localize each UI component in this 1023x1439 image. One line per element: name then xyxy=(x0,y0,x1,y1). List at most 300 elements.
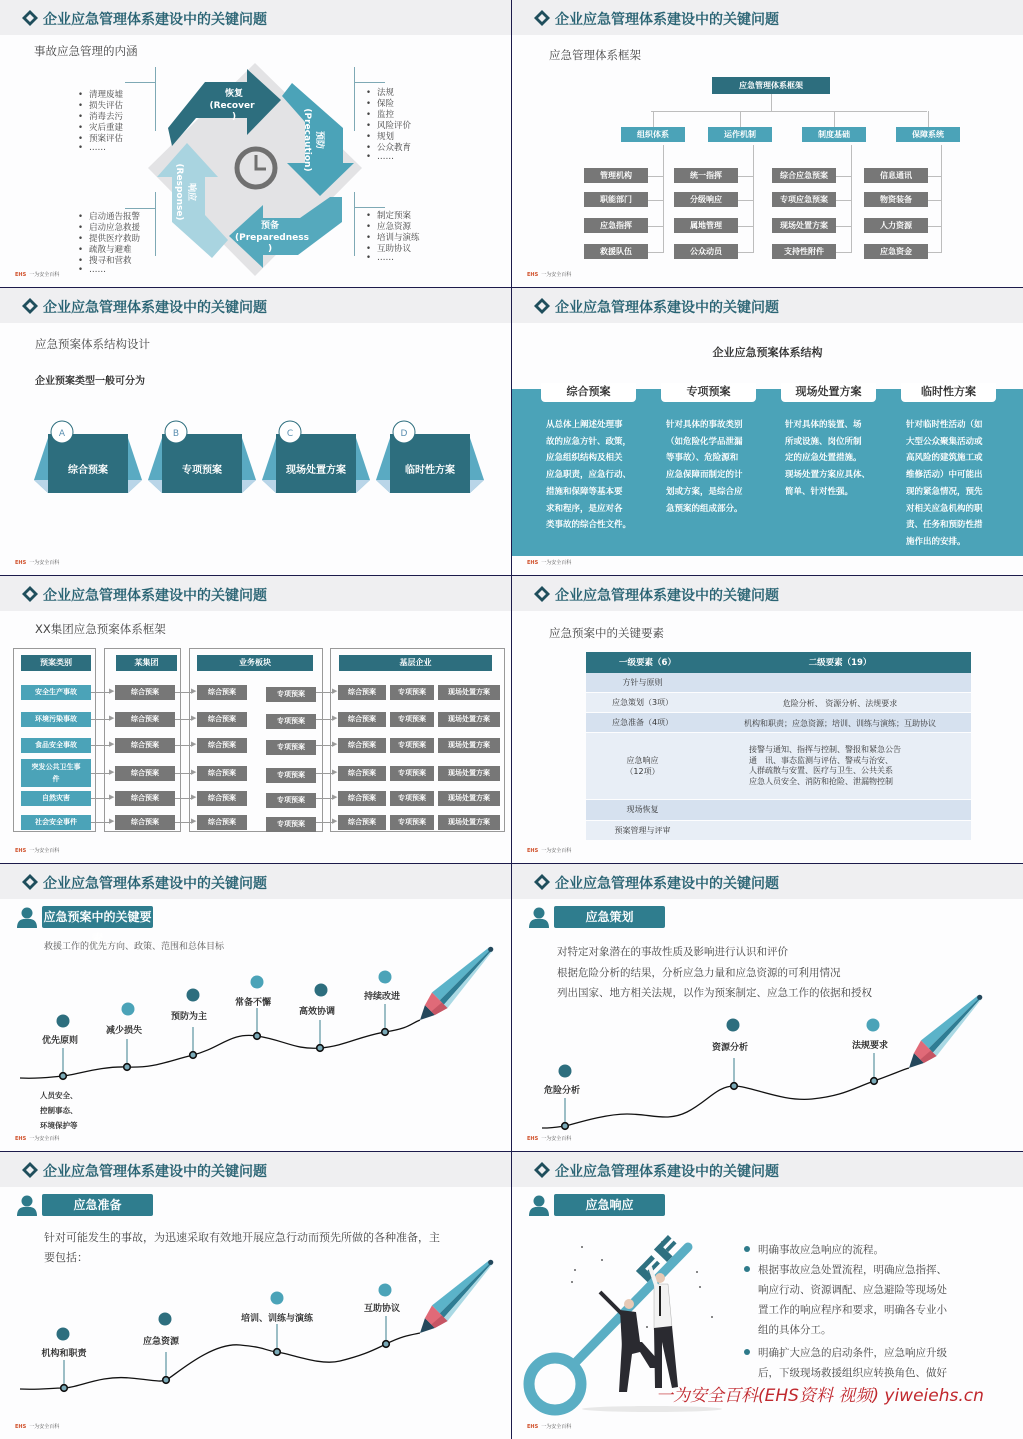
framework-header: 业务板块 xyxy=(197,655,313,671)
connector-line xyxy=(928,200,941,201)
arrow-head-icon: ▶ xyxy=(191,817,197,825)
preparation-description: 要包括： xyxy=(44,1251,88,1264)
org-item-box: 属地管理 xyxy=(674,218,738,233)
response-list-text: 启动通告报警 xyxy=(89,212,141,222)
category-box: 社会安全事件 xyxy=(21,815,91,830)
enterprise-plan-box: 现场处置方案 xyxy=(438,685,500,700)
preparedness-list-item xyxy=(366,253,394,263)
bracket-line xyxy=(125,82,155,83)
footer-logo-mark: EHS xyxy=(15,1424,27,1430)
diamond-icon xyxy=(22,586,38,606)
preparedness-list-text: 应急资源 xyxy=(377,222,412,232)
arrow-head-icon: ▶ xyxy=(332,768,338,776)
arrow-head-icon: ▶ xyxy=(332,817,338,825)
slide-1 xyxy=(0,0,511,287)
response-list-text: …… xyxy=(89,265,107,275)
man-arm xyxy=(600,1292,622,1314)
preparedness-label: 预备 xyxy=(260,221,280,231)
plan-type-tab: 综合预案 xyxy=(541,383,636,402)
enterprise-plan-box: 现场处置方案 xyxy=(438,766,500,781)
slide-7 xyxy=(0,864,511,1151)
group-plan-box: 综合预案 xyxy=(115,738,175,753)
enterprise-plan-box: 综合预案 xyxy=(338,766,386,781)
arrow-head-icon: ▶ xyxy=(191,740,197,748)
card-label: 综合预案 xyxy=(68,465,108,476)
footer-logo-name: 一为安全百科 xyxy=(29,272,60,278)
slide-10 xyxy=(512,1152,1023,1439)
planning-description: 列出国家、地方相关法规，以作为预案制定、应急工作的依据和授权 xyxy=(557,987,872,999)
footer-logo-name: 一为安全百科 xyxy=(541,1424,572,1430)
bullet-icon: • xyxy=(366,121,372,131)
pencil-body-top xyxy=(432,942,491,1001)
connector-line xyxy=(928,111,929,127)
enterprise-plan-box: 专项预案 xyxy=(390,766,434,781)
framework-header: 预案类别 xyxy=(21,655,91,671)
bullet-icon: • xyxy=(366,253,372,263)
org-item-box: 物资装备 xyxy=(864,192,928,207)
org-item-box: 应急资金 xyxy=(864,244,928,259)
bullet-icon: • xyxy=(366,152,372,162)
level1-element: 现场恢复 xyxy=(626,805,659,814)
milestone-label: 预防为主 xyxy=(170,1012,208,1022)
milestone-label: 法规要求 xyxy=(851,1041,889,1051)
card-fold xyxy=(376,480,390,493)
sector-plan-box: 专项预案 xyxy=(266,768,316,783)
bullet-dot-icon xyxy=(744,1266,750,1272)
key-ring xyxy=(529,1358,581,1410)
plan-type-description: 针对临时性活动（如 xyxy=(906,420,983,430)
level2-element: 机构和职责；应急资源；培训、训练与演练；互助协议 xyxy=(744,719,936,728)
recover-list-text: 消毒去污 xyxy=(89,112,124,122)
sector-plan-box: 专项预案 xyxy=(266,714,316,729)
slide-subtitle: XX集团应急预案体系框架 xyxy=(35,622,166,636)
milestone-label: 高效协调 xyxy=(298,1007,336,1017)
speck-dot xyxy=(699,1286,701,1288)
plan-type-description: 应急职责，应急行动、 xyxy=(546,470,632,481)
section-label: 应急准备 xyxy=(42,1194,153,1216)
connector-line xyxy=(738,200,753,201)
slide-title: 企业应急管理体系建设中的关键问题 xyxy=(43,588,267,604)
milestone-dot xyxy=(187,989,200,1002)
org-item-box: 专项应急预案 xyxy=(772,192,836,207)
pencil-icon xyxy=(412,1253,500,1341)
bullet-dot-icon xyxy=(744,1349,750,1355)
group-plan-box: 综合预案 xyxy=(115,815,175,830)
speck-dot xyxy=(574,1269,576,1271)
enterprise-plan-box: 现场处置方案 xyxy=(438,712,500,727)
slide-header xyxy=(512,576,1023,611)
enterprise-plan-box: 综合预案 xyxy=(338,738,386,753)
plan-type-description: 对相关应急机构的职 xyxy=(906,503,983,514)
bullet-icon: • xyxy=(78,123,84,133)
milestone-dot xyxy=(379,971,392,984)
footer-logo-mark: EHS xyxy=(527,1136,539,1142)
card-label: 专项预案 xyxy=(182,465,222,476)
response-point: 响应行动、资源调配、应急避险等现场处 xyxy=(758,1284,947,1296)
bullet-icon: • xyxy=(366,222,372,232)
bracket-line xyxy=(155,192,156,256)
milestone-label: 资源分析 xyxy=(711,1043,749,1053)
plan-type-description: 类事故的综合性文件。 xyxy=(546,520,632,531)
plan-type-description: 现场处置方案应具体、 xyxy=(785,470,871,481)
slide-2 xyxy=(512,0,1023,287)
org-item-box: 信息通讯 xyxy=(864,168,928,183)
section-label: 应急预案中的关键要素 xyxy=(42,906,153,928)
bullet-icon: • xyxy=(78,245,84,255)
milestone-dot xyxy=(251,976,264,989)
speck-dot xyxy=(646,1326,648,1328)
plan-type-description: 等事故）、危险源和 xyxy=(666,453,739,464)
response-label-en: (Response) xyxy=(174,163,184,221)
connector-line xyxy=(851,145,852,253)
pencil-body-top xyxy=(921,990,980,1049)
milestone-node xyxy=(190,1052,197,1059)
principle-note: 人员安全、 xyxy=(40,1091,78,1100)
pencil-icon xyxy=(901,988,989,1076)
org-group-box: 组织体系 xyxy=(621,127,685,142)
response-point: 明确扩大应急的启动条件，应急响应升级 xyxy=(758,1347,947,1359)
recover-label: 恢复 xyxy=(224,89,244,99)
principle-note: 环境保护等 xyxy=(40,1121,78,1130)
footer-logo-mark: EHS xyxy=(15,1136,27,1142)
category-box: 突发公共卫生事件 xyxy=(21,759,91,787)
connector-line xyxy=(648,200,663,201)
arrow-head-icon: ▶ xyxy=(332,687,338,695)
preparedness-list-text: 制定预案 xyxy=(377,211,412,221)
milestone-node xyxy=(274,1349,281,1356)
connector-line xyxy=(771,94,772,111)
ground-shadow xyxy=(582,1406,722,1412)
connector-line xyxy=(836,176,851,177)
recover-label-en: (Recover xyxy=(209,101,255,111)
category-box: 食品安全事故 xyxy=(21,738,91,753)
org-item-box: 救援队伍 xyxy=(584,244,648,259)
group-plan-box: 综合预案 xyxy=(115,791,175,806)
header-level1: 一级要素（6） xyxy=(619,658,676,668)
preparedness-list-text: 互助协议 xyxy=(377,244,412,254)
enterprise-plan-box: 专项预案 xyxy=(390,791,434,806)
precaution-label: 预防 xyxy=(314,130,324,150)
flow-arrow-line xyxy=(91,773,111,774)
response-point: 根据事故应急处置流程，明确应急指挥、 xyxy=(758,1264,947,1276)
bullet-icon: • xyxy=(366,233,372,243)
recover-list-item xyxy=(78,143,106,153)
bullet-icon: • xyxy=(366,211,372,221)
response-point: 后，下级现场救援组织应转换角色、做好 xyxy=(758,1367,947,1379)
speck-dot xyxy=(571,1281,573,1283)
slide-subtitle: 救援工作的优先方向、政策、范围和总体目标 xyxy=(44,942,225,952)
milestone-label: 危险分析 xyxy=(543,1086,581,1096)
precaution-list-text: 保险 xyxy=(377,99,395,109)
footer-logo-mark: EHS xyxy=(527,272,539,278)
sector-plan-box: 综合预案 xyxy=(197,815,247,830)
connector-line xyxy=(836,200,851,201)
bracket-line xyxy=(155,67,156,131)
preparedness-label-en: (Preparedness xyxy=(235,233,309,243)
slide-subtitle: 应急预案体系结构设计 xyxy=(35,337,150,351)
sector-plan-box: 综合预案 xyxy=(197,738,247,753)
timeline-chart xyxy=(0,1152,511,1439)
response-point: 组的具体分工。 xyxy=(758,1324,832,1336)
connector-line xyxy=(648,176,663,177)
card-fold xyxy=(262,480,276,493)
milestone-node xyxy=(61,1385,68,1392)
precaution-list-text: 法规 xyxy=(377,88,395,98)
bracket-line xyxy=(354,192,355,256)
card-fold xyxy=(34,480,48,493)
slide-subtitle: 应急管理体系框架 xyxy=(549,48,641,62)
sector-plan-box: 专项预案 xyxy=(266,817,316,832)
connector-line xyxy=(836,226,851,227)
org-item-box: 人力资源 xyxy=(864,218,928,233)
response-list-text: 启动应急救援 xyxy=(89,223,141,233)
footer-logo-name: 一为安全百科 xyxy=(29,1136,60,1142)
milestone-dot xyxy=(867,1019,880,1032)
slide-header xyxy=(0,576,511,611)
milestone-dot xyxy=(122,1003,135,1016)
plan-type-description: 措施和保障等基本要 xyxy=(546,486,623,497)
timeline-curve xyxy=(542,1068,909,1128)
footer-logo-name: 一为安全百科 xyxy=(29,560,60,566)
arrow-head-icon: ▶ xyxy=(332,714,338,722)
response-label: 响应 xyxy=(186,182,196,202)
milestone-label: 应急资源 xyxy=(142,1337,180,1347)
connector-line xyxy=(738,176,753,177)
sector-plan-box: 综合预案 xyxy=(197,685,247,700)
category-box: 自然灾害 xyxy=(21,791,91,806)
structure-title: 企业应急预案体系结构 xyxy=(712,346,823,359)
milestone-dot xyxy=(57,1328,70,1341)
milestone-dot xyxy=(271,1292,284,1305)
plan-type-description: 定的应急处置措施。 xyxy=(785,453,862,464)
group-plan-box: 综合预案 xyxy=(115,712,175,727)
enterprise-plan-box: 专项预案 xyxy=(390,738,434,753)
slide-title: 企业应急管理体系建设中的关键问题 xyxy=(43,300,267,316)
slide-title: 企业应急管理体系建设中的关键问题 xyxy=(43,876,267,892)
enterprise-plan-box: 专项预案 xyxy=(390,712,434,727)
slide-title: 企业应急管理体系建设中的关键问题 xyxy=(555,1164,779,1180)
milestone-dot xyxy=(315,984,328,997)
man-legs xyxy=(619,1342,658,1392)
card-letter: C xyxy=(286,429,294,439)
slide-title: 企业应急管理体系建设中的关键问题 xyxy=(555,588,779,604)
principle-note: 控制事态、 xyxy=(40,1106,78,1115)
level1-element: （12项） xyxy=(625,766,660,776)
flow-arrow-line xyxy=(91,798,111,799)
recover-list-text: 预案评估 xyxy=(89,134,124,144)
footer-logo-mark: EHS xyxy=(15,560,27,566)
bracket-line xyxy=(354,67,355,131)
footer-logo-mark: EHS xyxy=(15,272,27,278)
org-item-box: 公众动员 xyxy=(674,244,738,259)
planning-description: 对特定对象潜在的事故性质及影响进行认识和评价 xyxy=(557,946,788,958)
diamond-icon xyxy=(534,298,550,318)
recover-list-text: 灾后重建 xyxy=(89,123,124,133)
slide-title: 企业应急管理体系建设中的关键问题 xyxy=(555,12,779,28)
slide-header xyxy=(512,0,1023,35)
plan-type-description: 急预案的组成部分。 xyxy=(666,503,743,514)
response-point: 明确事故应急响应的流程。 xyxy=(758,1244,884,1256)
card-fold xyxy=(470,480,484,493)
slide-title: 企业应急管理体系建设中的关键问题 xyxy=(43,1164,267,1180)
plan-type-description: 从总体上阐述处理事 xyxy=(546,420,623,430)
category-box: 安全生产事故 xyxy=(21,685,91,700)
card-fold xyxy=(356,480,370,493)
card-letter: B xyxy=(172,429,180,439)
precaution-list-text: 公众教育 xyxy=(377,143,412,153)
level1-element: 应急响应 xyxy=(626,755,659,765)
card-letter: A xyxy=(58,429,66,439)
slide-header xyxy=(512,288,1023,323)
arrow-head-icon: ▶ xyxy=(109,817,115,825)
org-item-box: 职能部门 xyxy=(584,192,648,207)
sector-plan-box: 综合预案 xyxy=(197,712,247,727)
section-label: 应急响应 xyxy=(554,1194,665,1216)
plan-type-description: 应急保障而制定的计 xyxy=(666,470,743,481)
slide-subtitle: 应急预案中的关键要素 xyxy=(549,626,664,640)
plan-type-description: 划或方案，是综合应 xyxy=(666,486,743,497)
org-item-box: 管理机构 xyxy=(584,168,648,183)
bullet-icon: • xyxy=(366,143,372,153)
plan-type-description: 简单、针对性强。 xyxy=(785,486,854,497)
milestone-label: 减少损失 xyxy=(105,1026,143,1036)
level2-element: 应急人员安全、消防和抢险、泄漏物控制 xyxy=(749,777,893,787)
speck-dot xyxy=(581,1246,583,1248)
response-list-text: 疏散与避难 xyxy=(89,245,132,255)
arrow-head-icon: ▶ xyxy=(191,714,197,722)
milestone-node xyxy=(163,1377,170,1384)
footer-logo-mark: EHS xyxy=(527,560,539,566)
milestone-node xyxy=(124,1064,131,1071)
diamond-icon xyxy=(534,586,550,606)
flow-arrow-line xyxy=(91,822,111,823)
plan-type-description: 现的紧急情况，预先 xyxy=(906,486,983,497)
response-point: 置工作的响应程序和要求，明确各专业小 xyxy=(758,1304,947,1316)
plan-type-tab: 现场处置方案 xyxy=(781,383,876,402)
emergency-cycle-diagram xyxy=(0,0,511,287)
milestone-node xyxy=(731,1083,738,1090)
plan-type-tab: 专项预案 xyxy=(661,383,756,402)
connector-line xyxy=(651,111,927,112)
plan-type-description: 故的应急方针、政策， xyxy=(546,436,632,447)
pencil-body-top xyxy=(432,1255,491,1314)
slide-title: 企业应急管理体系建设中的关键问题 xyxy=(43,12,267,28)
milestone-label: 常备不懈 xyxy=(234,998,272,1008)
enterprise-plan-box: 综合预案 xyxy=(338,815,386,830)
level2-element: 人群疏散与安置、医疗与卫生、公共关系 xyxy=(749,766,893,776)
footer-logo-mark: EHS xyxy=(15,848,27,854)
sector-plan-box: 综合预案 xyxy=(197,791,247,806)
header-level2: 二级要素（19） xyxy=(808,658,872,668)
footer-logo xyxy=(15,847,59,854)
org-group-box: 制度基础 xyxy=(802,127,866,142)
recover-list-text: 损失评估 xyxy=(89,101,124,111)
arrow-head-icon: ▶ xyxy=(332,793,338,801)
arrow-head-icon: ▶ xyxy=(109,714,115,722)
plan-type-description: 求和程序，是应对各 xyxy=(546,503,623,514)
precaution-list-text: 规划 xyxy=(377,132,395,142)
bullet-icon: • xyxy=(78,112,84,122)
arrow-head-icon: ▶ xyxy=(191,687,197,695)
timeline-curve xyxy=(20,1020,420,1078)
footer-logo xyxy=(527,847,571,854)
flow-arrow-line xyxy=(91,745,111,746)
plan-type-description: 维修活动）中可能出 xyxy=(906,470,983,481)
man-torso xyxy=(620,1310,640,1347)
footer-logo-name: 一为安全百科 xyxy=(541,1136,572,1142)
footer-logo-name: 一为安全百科 xyxy=(29,848,60,854)
connector-line xyxy=(738,226,753,227)
milestone-label: 优先原则 xyxy=(41,1036,79,1046)
arrow-head-icon: ▶ xyxy=(109,793,115,801)
plan-type-description: （如危险化学品泄漏 xyxy=(666,436,743,447)
enterprise-plan-box: 专项预案 xyxy=(390,815,434,830)
plan-type-description: 大型公众聚集活动或 xyxy=(906,436,983,447)
recover-label-en-end: ) xyxy=(231,112,237,122)
milestone-dot xyxy=(159,1313,172,1326)
milestone-node xyxy=(317,1045,324,1052)
man-shirt xyxy=(654,1284,672,1330)
slide-6 xyxy=(512,576,1023,863)
footer-logo-mark: EHS xyxy=(527,1424,539,1430)
connector-line xyxy=(928,176,941,177)
preparedness-label-en-end: ) xyxy=(267,244,273,254)
plan-type-description: 应急组织结构及相关 xyxy=(546,453,623,464)
bullet-dot-icon xyxy=(744,1246,750,1252)
plan-type-description: 所或设施、岗位所制 xyxy=(785,436,862,447)
flow-arrow-line xyxy=(91,719,111,720)
milestone-label: 培训、训练与演练 xyxy=(240,1314,314,1324)
bullet-icon: • xyxy=(366,99,372,109)
response-list-text: 提供医疗救助 xyxy=(89,234,141,244)
card-label: 临时性方案 xyxy=(405,465,455,476)
arrow-head-icon: ▶ xyxy=(332,740,338,748)
org-item-box: 统一指挥 xyxy=(674,168,738,183)
timeline-chart xyxy=(512,864,1023,1151)
milestone-label: 持续改进 xyxy=(363,992,401,1002)
flow-arrow-line xyxy=(91,692,111,693)
enterprise-plan-box: 现场处置方案 xyxy=(438,791,500,806)
watermark: 一为安全百科(EHS资料 视频) yiweiehs.cn xyxy=(656,1386,984,1406)
precaution-list-text: …… xyxy=(377,152,395,162)
man-head xyxy=(624,1299,634,1309)
connector-line xyxy=(738,252,753,253)
level1-element: 方针与原则 xyxy=(622,677,663,687)
connector-line xyxy=(928,226,941,227)
bracket-line xyxy=(125,208,155,209)
slide-title: 企业应急管理体系建设中的关键问题 xyxy=(555,300,779,316)
connector-line xyxy=(653,111,654,127)
bullet-icon: • xyxy=(78,90,84,100)
plan-types-lead: 企业预案类型一般可分为 xyxy=(35,376,145,387)
card-fold xyxy=(148,480,162,493)
milestone-node xyxy=(871,1078,878,1085)
slide-8 xyxy=(512,864,1023,1151)
card-fold xyxy=(242,480,256,493)
diamond-icon xyxy=(534,10,550,30)
milestone-node xyxy=(382,1029,389,1036)
card-fold xyxy=(128,480,142,493)
slide-3 xyxy=(0,288,511,575)
org-group-box: 保障系统 xyxy=(896,127,960,142)
bracket-line xyxy=(354,207,385,208)
preparedness-list-text: …… xyxy=(377,253,395,263)
footer-logo-name: 一为安全百科 xyxy=(29,1424,60,1430)
sector-plan-box: 综合预案 xyxy=(197,766,247,781)
slide-4 xyxy=(512,288,1023,575)
arrow-head-icon: ▶ xyxy=(109,768,115,776)
bullet-icon: • xyxy=(78,101,84,111)
